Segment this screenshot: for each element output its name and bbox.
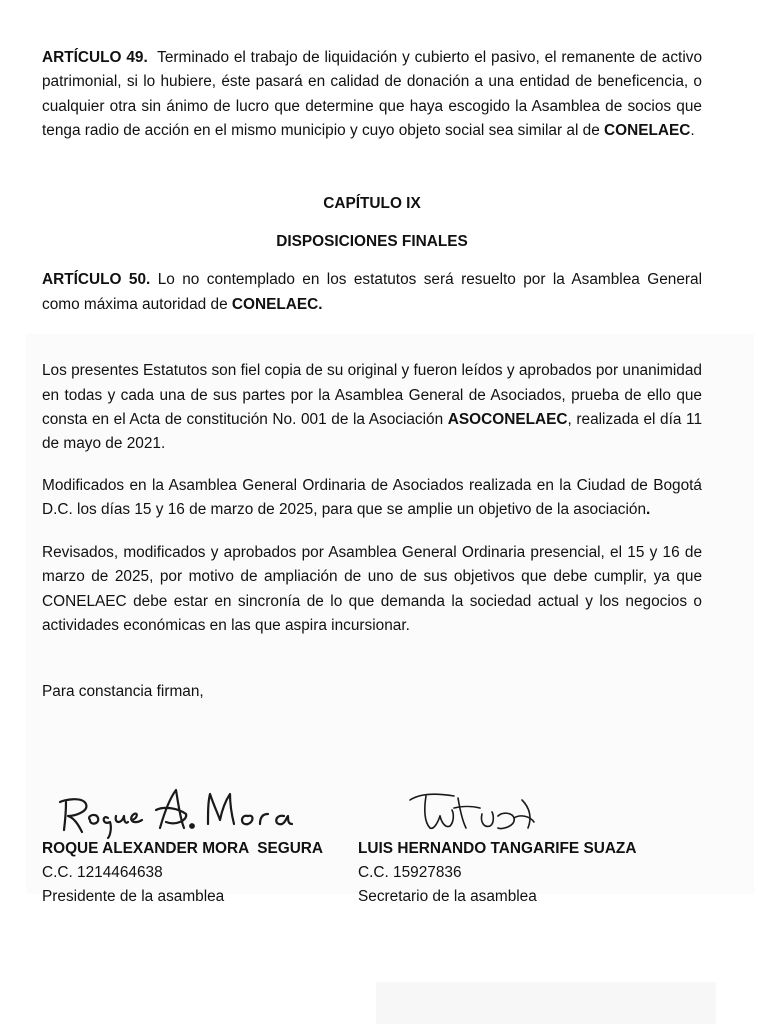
signature-block [42,788,742,918]
article-49-text: Terminado el trabajo de liquidación y cubierto el pasivo, el remanente de activo patrimonial, si lo hubiere, éste pasará en calidad de donación a una entidad de beneficencia, o cualquier otra sin ánimo de lucro que determine que haya escogido la Asamblea de socios que tenga radio de acción en el mismo municipio y cuyo objeto social sea similar al de [42,49,702,140]
paragraph-approval-end: , realizada el día 11 de mayo de 2021. [42,411,703,453]
chapter-number: CAPÍTULO IX [323,194,421,212]
article-49 [42,46,702,144]
paragraph-reviewed: Revisados, modificados y aprobados por Asamblea General Ordinaria presencial, el 15 y 16 de marzo de 2025, por motivo de ampliación de uno de sus objetivos que debe cumplir, ya que CONELAEC debe estar en sincronía de lo que demanda la sociedad actual y los negocios o actividades económicas en las que aspira incursionar. [42,543,702,634]
paragraph-approval-text: Los presentes Estatutos son fiel copia de su original y fueron leídos y aprobados por unanimidad en todas y cada una de sus partes por la Asamblea General de Asociados, prueba de ello que consta en el Acta de constitución No. 001 de la Asociación [42,362,702,429]
paragraph-approval-entity: ASOCONELAEC [447,411,568,429]
page-shading-bottom [376,982,716,1024]
signatory-name: ROQUE ALEXANDER MORA SEGURA [42,840,324,857]
document-page [42,46,702,705]
paragraph-modified [42,474,702,523]
article-49-label: ARTÍCULO 49. [42,49,148,66]
paragraph-modified-end: . [646,501,651,519]
signature-luis-tangarife [402,786,602,842]
signatory-name: LUIS HERNANDO TANGARIFE SUAZA [358,840,637,857]
paragraph-modified-text: Modificados en la Asamblea General Ordinaria de Asociados realizada en la Ciudad de Bogotá D.C. los días 15 y 16 de marzo de 2025, para que se amplie un objetivo de la asociación [42,476,702,519]
article-50-entity: CONELAEC. [231,295,323,313]
chapter-title: DISPOSICIONES FINALES [276,233,468,251]
article-50-text: Lo no contemplado en los estatutos será resuelto por la Asamblea General como máxima autoridad de [42,271,702,313]
signature-roque-mora [52,780,342,842]
signatory-role: Presidente de la asamblea [42,888,225,905]
article-49-entity: CONELAEC [604,122,691,140]
signatory-id: C.C. 15927836 [358,864,462,881]
closing-line: Para constancia firman, [42,683,204,701]
article-49-end: . [690,122,695,140]
signatory-id: C.C. 1214464638 [42,864,163,881]
article-50-label: ARTÍCULO 50. [42,271,151,289]
article-50 [42,268,702,317]
signatory-role: Secretario de la asamblea [358,888,537,905]
paragraph-approval [42,359,702,457]
